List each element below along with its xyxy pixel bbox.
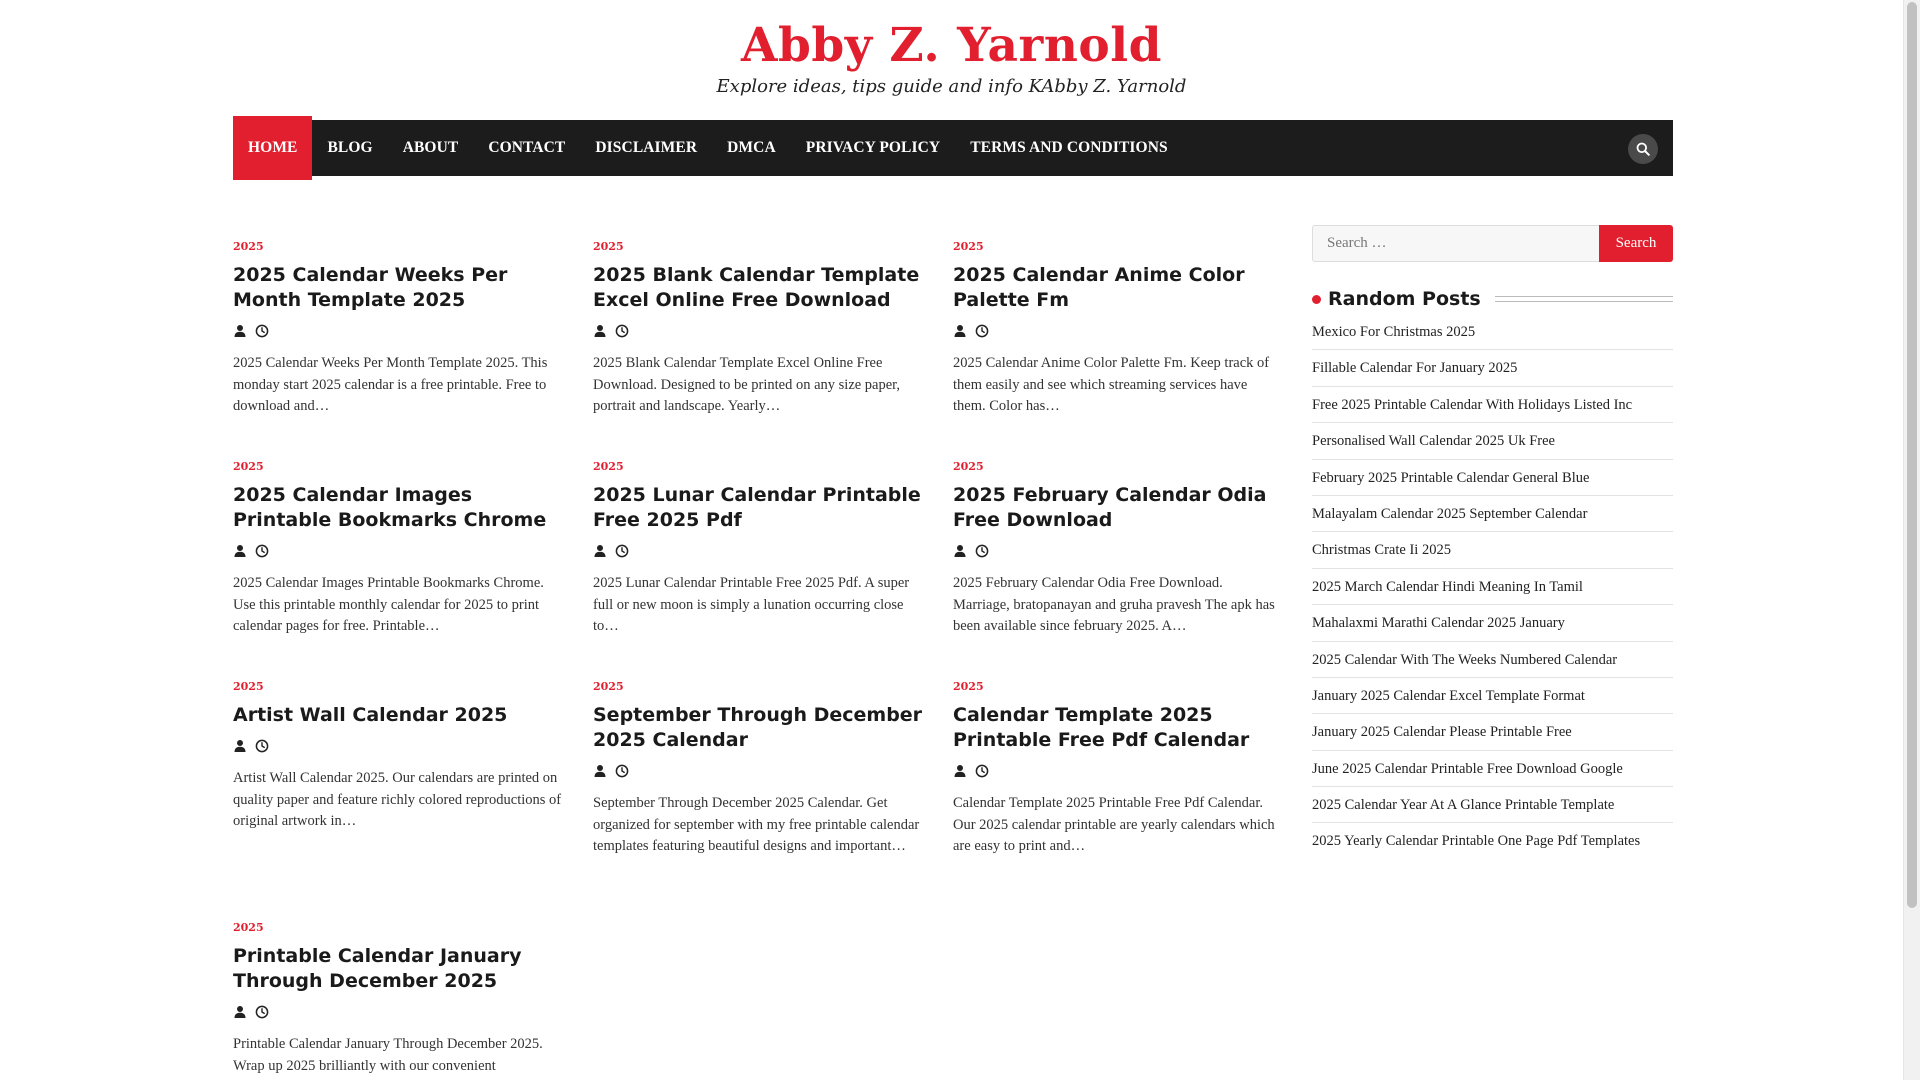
post-meta [233,1004,563,1020]
page-scrollbar[interactable] [1903,0,1920,1080]
random-post-link[interactable]: June 2025 Calendar Printable Free Download Google [1312,751,1673,787]
post-excerpt: 2025 Calendar Images Printable Bookmarks Chrome. Use this printable monthly calendar for 2025 to print calendar pages for free. Printable… [233,575,544,634]
random-post-link[interactable]: 2025 Yearly Calendar Printable One Page Pdf Templates [1312,833,1641,850]
post-category[interactable]: 2025 [593,240,624,253]
site-title[interactable]: Abby Z. Yarnold [741,18,1162,73]
post-category[interactable]: 2025 [593,680,624,693]
post-card [593,460,923,638]
post-excerpt: Artist Wall Calendar 2025. Our calendars are printed on quality paper and feature richly colored reproductions of original artwork in… [233,770,562,829]
nav-item-about[interactable]: ABOUT [402,139,459,156]
header-search-button[interactable] [1628,134,1658,164]
post-meta [593,543,923,559]
sidebar-search-button[interactable]: Search [1599,225,1673,262]
post-title[interactable]: September Through December 2025 Calendar [593,704,923,751]
post-excerpt: 2025 Blank Calendar Template Excel Online Free Download. Designed to be printed on any size paper, portrait and landscape. Yearly… [593,355,901,414]
post-excerpt: Printable Calendar January Through December 2025. Wrap up 2025 brilliantly with our convenient [233,1036,543,1074]
nav-item-privacy-policy[interactable]: PRIVACY POLICY [805,139,941,156]
nav-item-disclaimer[interactable]: DISCLAIMER [595,139,698,156]
post-excerpt: Calendar Template 2025 Printable Free Pdf Calendar. Our 2025 calendar printable are yearly calendars which are easy to print and… [953,795,1275,854]
random-post-link[interactable]: Malayalam Calendar 2025 September Calendar [1312,496,1673,532]
sidebar-search-input[interactable] [1312,225,1599,262]
sidebar-search-form [1312,225,1673,262]
author-icon[interactable] [593,544,607,558]
post-title[interactable]: 2025 Blank Calendar Template Excel Online Free Download [593,264,920,311]
post-card [593,240,923,418]
bullet-dot-icon [1312,295,1321,304]
author-icon[interactable] [953,324,967,338]
random-post-link[interactable]: 2025 March Calendar Hindi Meaning In Tamil [1312,569,1673,605]
random-post-link[interactable]: January 2025 Calendar Please Printable Free [1312,714,1673,750]
heading-divider [1495,296,1673,302]
clock-icon[interactable] [255,544,269,558]
clock-icon[interactable] [255,739,269,753]
clock-icon[interactable] [975,324,989,338]
random-post-link[interactable]: Christmas Crate Ii 2025 [1312,532,1673,568]
random-post-link[interactable]: Fillable Calendar For January 2025 [1312,350,1673,386]
post-meta [233,323,563,339]
clock-icon[interactable] [255,324,269,338]
post-title[interactable]: 2025 Calendar Anime Color Palette Fm [953,264,1245,311]
post-meta [233,738,563,754]
main-navigation [233,120,1673,176]
post-meta [953,543,1283,559]
author-icon[interactable] [593,764,607,778]
author-icon[interactable] [233,739,247,753]
site-tagline: Explore ideas, tips guide and info KAbby Z. Yarnold [716,76,1187,97]
sidebar [1312,225,1673,860]
nav-item-blog[interactable]: BLOG [327,139,373,156]
post-title[interactable]: Printable Calendar January Through December 2025 [233,945,522,992]
post-meta [233,543,563,559]
random-posts-title: Random Posts [1328,288,1481,310]
post-category[interactable]: 2025 [233,921,264,934]
random-posts-heading [1312,286,1673,312]
post-title[interactable]: Calendar Template 2025 Printable Free Pdf Calendar [953,704,1250,751]
author-icon[interactable] [953,764,967,778]
post-meta [953,323,1283,339]
post-grid [233,240,1283,1080]
post-meta [953,763,1283,779]
post-meta [593,763,923,779]
clock-icon[interactable] [975,544,989,558]
random-post-link[interactable]: Mexico For Christmas 2025 [1312,322,1673,350]
post-category[interactable]: 2025 [233,240,264,253]
random-post-link[interactable]: Personalised Wall Calendar 2025 Uk Free [1312,423,1673,459]
post-excerpt: 2025 Lunar Calendar Printable Free 2025 Pdf. A super full or new moon is simply a lunation occurring close to… [593,575,910,634]
post-category[interactable]: 2025 [593,460,624,473]
random-post-link[interactable]: Free 2025 Printable Calendar With Holidays Listed Inc [1312,387,1673,423]
clock-icon[interactable] [975,764,989,778]
nav-item-contact[interactable]: CONTACT [488,139,566,156]
author-icon[interactable] [233,1005,247,1019]
clock-icon[interactable] [255,1005,269,1019]
search-icon [1636,142,1650,156]
post-category[interactable]: 2025 [233,680,264,693]
post-excerpt: 2025 Calendar Anime Color Palette Fm. Keep track of them easily and see which streaming services have them. Color has… [953,355,1270,414]
post-category[interactable]: 2025 [953,240,984,253]
post-card [953,240,1283,418]
post-card [953,680,1283,858]
clock-icon[interactable] [615,324,629,338]
post-card [233,921,563,1077]
post-category[interactable]: 2025 [953,460,984,473]
scrollbar-thumb[interactable] [1907,2,1917,908]
author-icon[interactable] [593,324,607,338]
nav-item-terms-and-conditions[interactable]: TERMS AND CONDITIONS [970,139,1168,156]
post-excerpt: 2025 February Calendar Odia Free Download. Marriage, bratopanayan and gruha pravesh The apk has been available since february 2025. A… [953,575,1275,634]
author-icon[interactable] [233,324,247,338]
post-category[interactable]: 2025 [953,680,984,693]
random-post-link[interactable]: 2025 Calendar With The Weeks Numbered Calendar [1312,642,1673,678]
random-post-link[interactable]: 2025 Calendar Year At A Glance Printable Template [1312,787,1673,823]
post-excerpt: 2025 Calendar Weeks Per Month Template 2025. This monday start 2025 calendar is a free printable. Free to download and… [233,355,548,414]
post-card [233,240,563,418]
random-post-link[interactable]: Mahalaxmi Marathi Calendar 2025 January [1312,605,1673,641]
post-title[interactable]: 2025 Lunar Calendar Printable Free 2025 Pdf [593,484,921,531]
post-meta [593,323,923,339]
post-excerpt: September Through December 2025 Calendar. Get organized for september with my free printable calendar templates featuring beautiful designs and important… [593,795,920,854]
post-title[interactable]: Artist Wall Calendar 2025 [233,704,508,726]
post-card [953,460,1283,638]
random-post-link[interactable]: February 2025 Printable Calendar General Blue [1312,460,1673,496]
clock-icon[interactable] [615,544,629,558]
random-posts-list [1312,322,1673,860]
post-card [233,460,563,638]
post-title[interactable]: 2025 Calendar Weeks Per Month Template 2025 [233,264,508,311]
post-title[interactable]: 2025 February Calendar Odia Free Download [953,484,1267,531]
random-post-link[interactable]: January 2025 Calendar Excel Template Format [1312,678,1673,714]
author-icon[interactable] [953,544,967,558]
post-card [233,680,563,833]
nav-item-dmca[interactable]: DMCA [727,139,776,156]
nav-item-home[interactable]: HOME [233,116,312,180]
nav-menu [233,120,1183,176]
post-category[interactable]: 2025 [233,460,264,473]
clock-icon[interactable] [615,764,629,778]
author-icon[interactable] [233,544,247,558]
post-card [593,680,923,858]
post-title[interactable]: 2025 Calendar Images Printable Bookmarks Chrome [233,484,547,531]
site-header [0,0,1903,120]
